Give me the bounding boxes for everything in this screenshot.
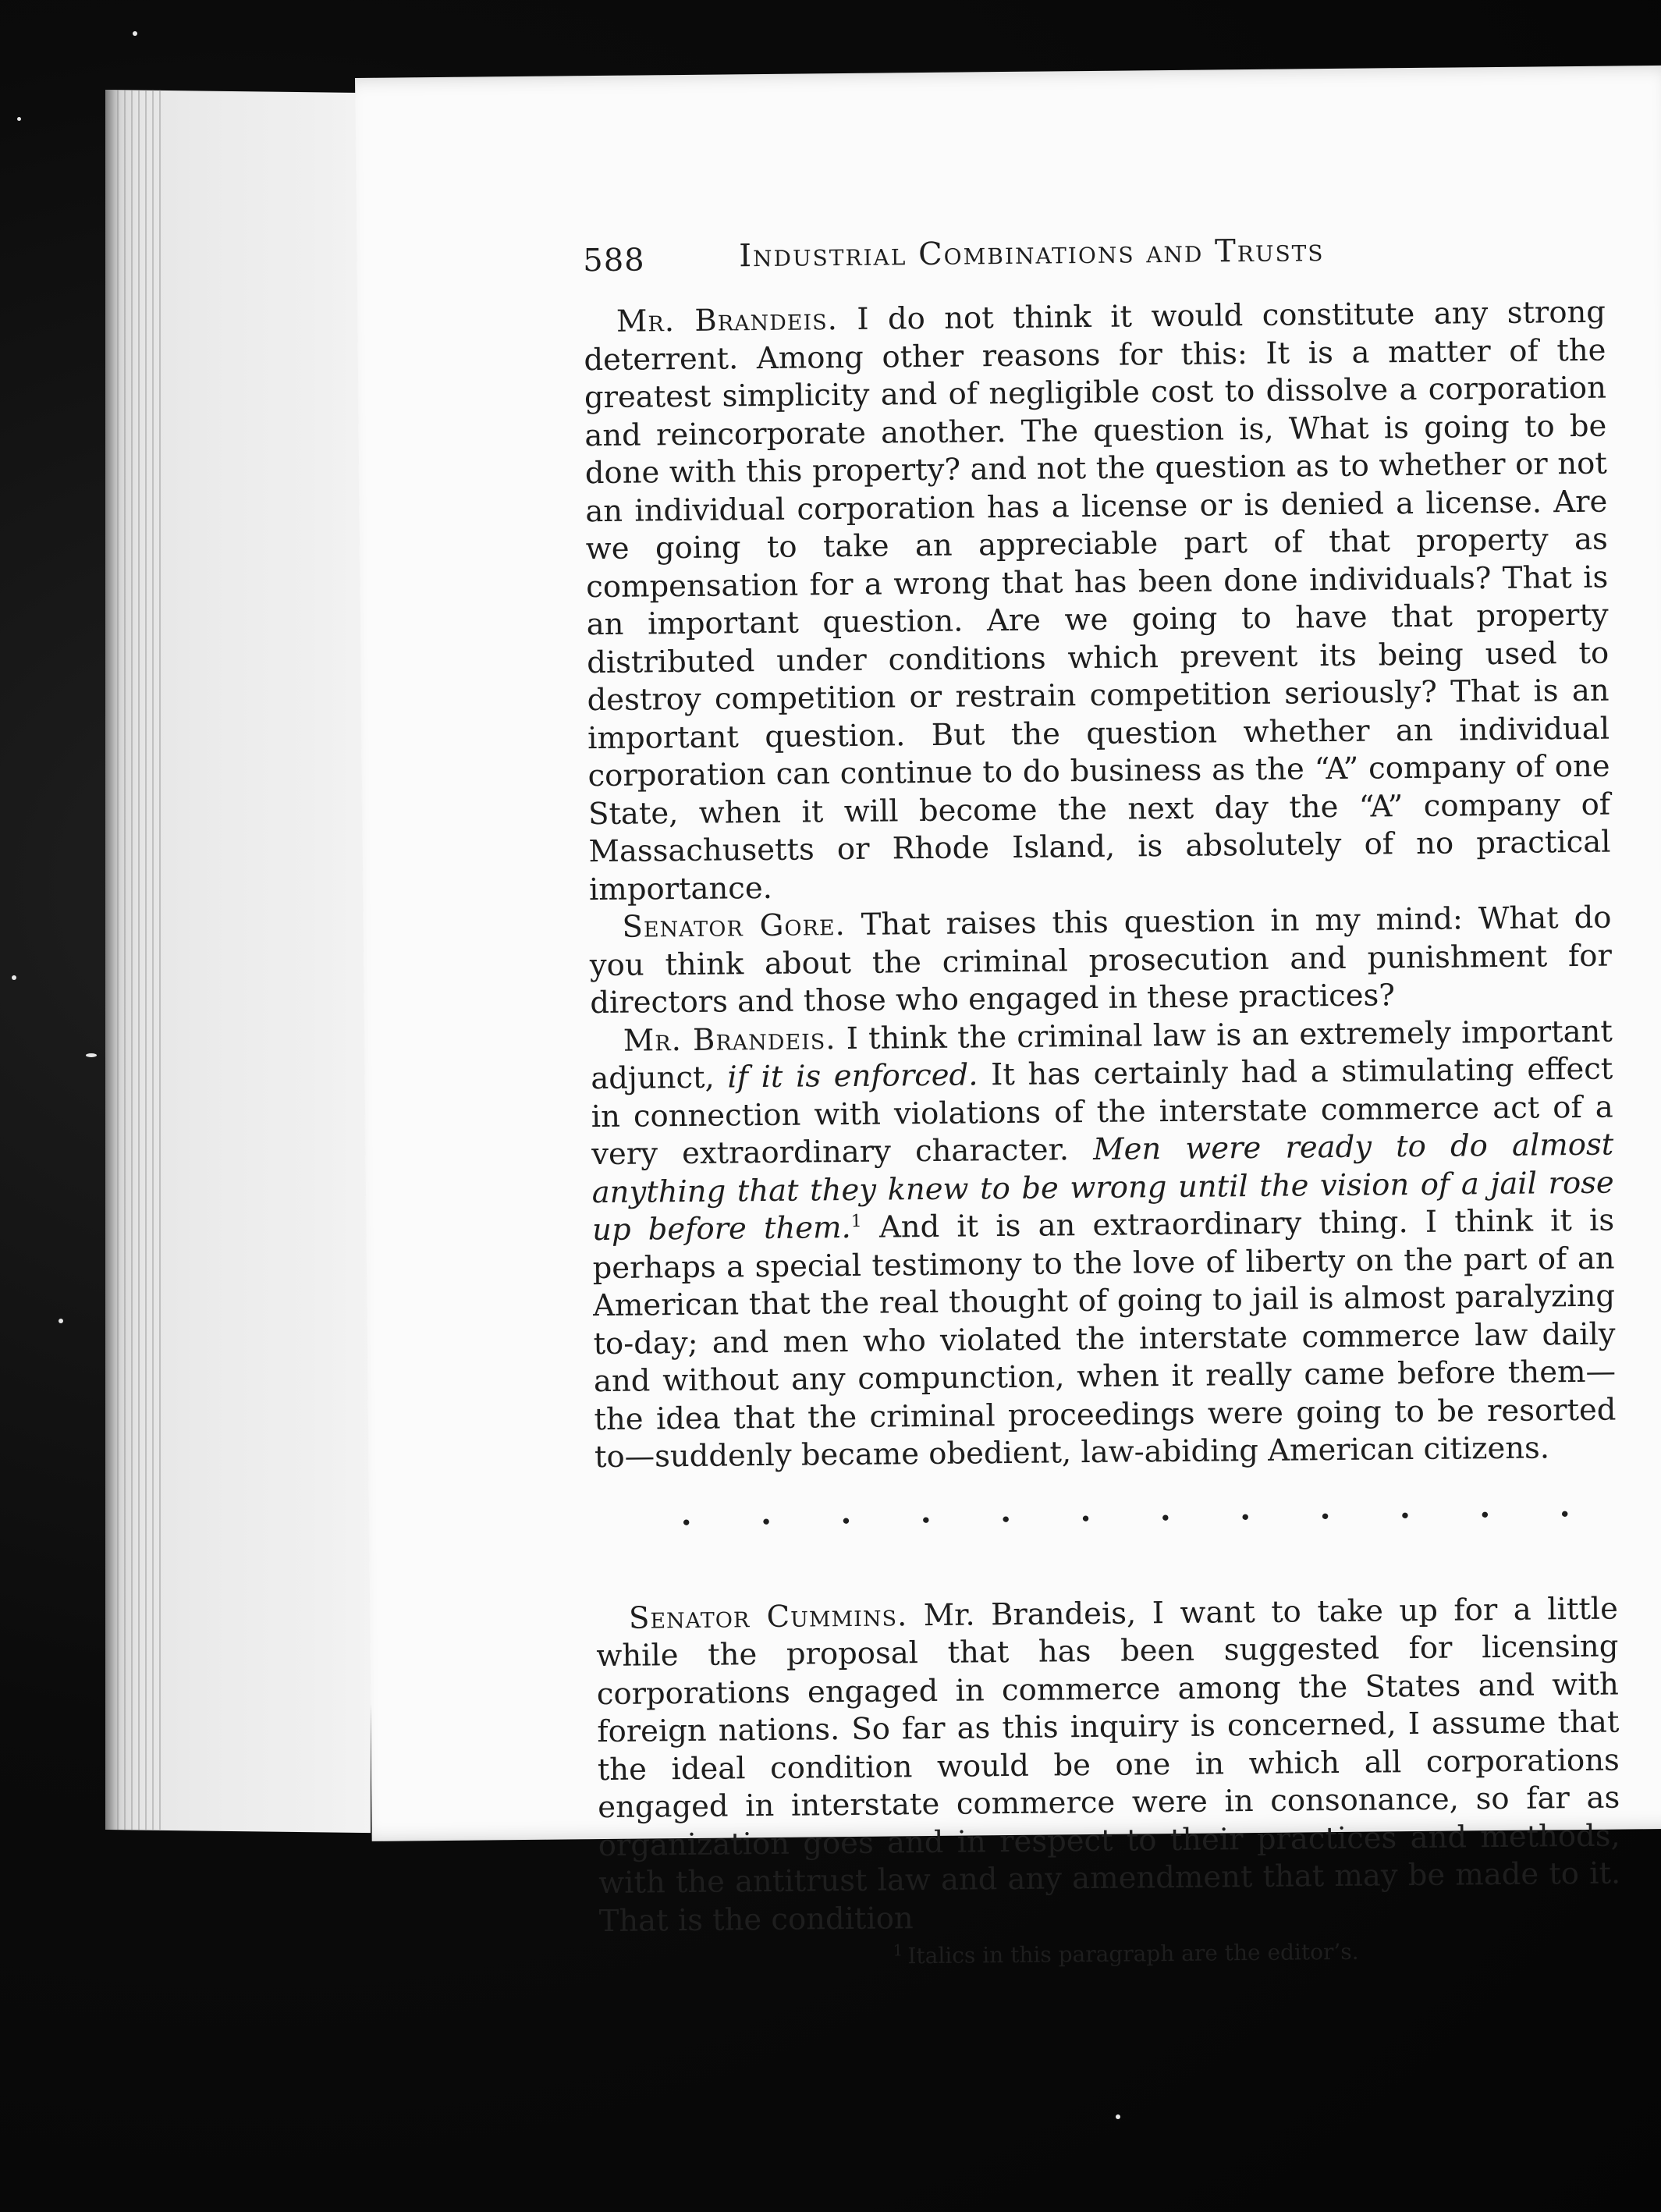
ellipsis-dot: · (1559, 1495, 1570, 1532)
footnote-reference: 1 (850, 1212, 862, 1232)
paragraph-brandeis-2 (591, 1013, 1617, 1477)
dust-speck (133, 31, 137, 36)
ellipsis-dot: · (920, 1501, 932, 1539)
ellipsis-dot: · (999, 1500, 1012, 1538)
ellipsis-dot: · (1159, 1499, 1172, 1536)
dust-speck (12, 975, 16, 980)
ellipsis-dot: · (1399, 1497, 1411, 1534)
omission-ellipsis (594, 1467, 1617, 1552)
ellipsis-dot: · (1080, 1500, 1091, 1537)
dust-speck (59, 1319, 63, 1323)
page-content (583, 222, 1621, 1973)
paragraph-text: That raises this question in my mind: What do you think about the criminal prosecution and punishment for directors and those who engaged in these practices? (589, 900, 1613, 1021)
running-head (583, 222, 1606, 287)
running-title: Industrial Combinations and Trusts (738, 233, 1325, 275)
book-edge-lines (117, 90, 164, 1830)
ellipsis-dot: · (1319, 1497, 1331, 1535)
ellipsis-dot: · (760, 1503, 772, 1540)
dust-speck (1116, 2114, 1120, 2119)
paragraph-text: I think the criminal law is an extremely important adjunct, (591, 1014, 1613, 1097)
dust-speck (86, 1053, 97, 1057)
paragraph-cummins (596, 1590, 1621, 1940)
paragraph-text: Mr. Brandeis, I want to take up for a little while the proposal that has been suggested for licensing corporations engaged in commerce among the States and with foreign nations. So far as this inquiry is concerned, I assume that the ideal condition would be one in which all corporations engaged in interstate commerce were in consonance, so far as organization goes and in respect to their practices and methods, with the antitrust law and any amendment that may be made to it. That is the condition (596, 1591, 1621, 1939)
speaker-name: Mr. Brandeis. (623, 1021, 836, 1059)
italic-phrase: if it is enforced. (727, 1057, 978, 1095)
footnote-text: Italics in this paragraph are the editor’s. (907, 1938, 1359, 1969)
paragraph-text: It has certainly had a stimulating effect in connection with violations of the interstate commerce act of a very extraordinary character. (591, 1051, 1613, 1173)
footnote-mark: 1 (893, 1940, 903, 1960)
ellipsis-dot: · (1479, 1496, 1491, 1533)
ellipsis-dot: · (840, 1502, 852, 1539)
speaker-name: Senator Gore. (622, 907, 846, 945)
dust-speck (17, 117, 21, 121)
speaker-name: Senator Cummins. (628, 1597, 908, 1636)
page-number: 588 (583, 242, 645, 279)
ellipsis-dot: · (680, 1504, 692, 1541)
italic-passage: Men were ready to do almost anything that they knew to be wrong until the vision of a jail rose up before them. (591, 1127, 1614, 1248)
paragraph-gore (589, 900, 1612, 1023)
speaker-name: Mr. Brandeis. (616, 302, 839, 339)
ellipsis-dot: · (1240, 1498, 1251, 1536)
paragraph-text: And it is an extraordinary thing. I think it is perhaps a special testimony to the love of liberty on the part of an American that the real thought of going to jail is almost paralyzing to-day; and men who violated the interstate commerce law daily and without any compunction, when it really came before them—the idea that the criminal proceedings were going to be resorted to—suddenly became obedient, law-abiding American citizens. (592, 1202, 1617, 1475)
paragraph-brandeis-1 (584, 294, 1611, 910)
book-page (355, 66, 1661, 1969)
paragraph-text: I do not think it would constitute any strong deterrent. Among other reasons for this: It is a matter of the greatest simplicity and of negligible cost to dissolve a corporation and reincorporate another. The question is, What is going to be done with this property? and not the question as to whether or not an individual corporation has a license or is denied a license. Are we going to take an appreciable part of that property as compensation for a wrong that has been done individuals? That is an important question. Are we going to have that property distributed under conditions which prevent its being used to destroy competition or restrain competition seriously? That is an important question. But the question whether an individual corporation can continue to do business as the “A” company of one State, when it will become the next day the “A” company of Massachusetts or Rhode Island, is absolutely of no practical importance. (584, 294, 1611, 907)
